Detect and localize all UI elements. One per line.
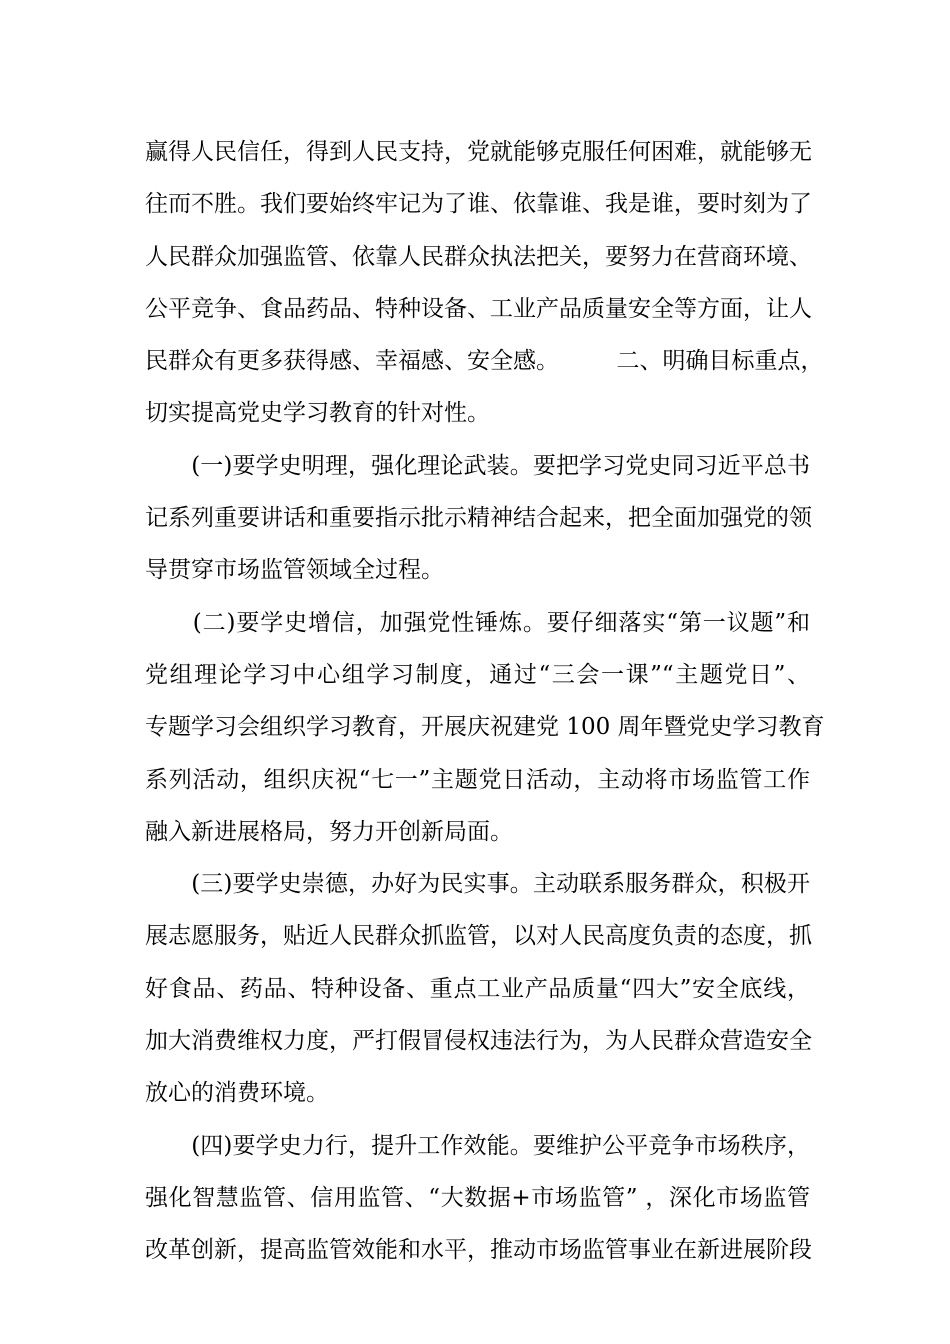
text-line: 改革创新，提高监管效能和水平，推动市场监管事业在新进展阶段	[145, 1237, 812, 1264]
text-line: (二)要学史增信，加强党性锤炼。要仔细落实“第一议题”和	[145, 609, 810, 636]
text-line: 往而不胜。我们要始终牢记为了谁、依靠谁、我是谁，要时刻为了	[145, 191, 812, 218]
text-line: 加大消费维权力度，严打假冒侵权违法行为，为人民群众营造安全	[145, 1028, 812, 1055]
text-line: 系列活动，组织庆祝“七一”主题党日活动，主动将市场监管工作	[145, 766, 810, 793]
body-text	[145, 126, 825, 1277]
text-line: 强化智慧监管、信用监管、“大数据+市场监管” ，深化市场监管	[145, 1184, 810, 1211]
text-line: 赢得人民信任，得到人民支持，党就能够克服任何困难，就能够无	[145, 139, 812, 165]
text-line: 人民群众加强监管、依靠人民群众执法把关，要努力在营商环境、	[145, 243, 812, 270]
text-line: (三)要学史崇德，办好为民实事。主动联系服务群众，积极开	[145, 871, 810, 898]
text-line: 放心的消费环境。	[145, 1080, 329, 1107]
text-line: 公平竞争、食品药品、特种设备、工业产品质量安全等方面，让人	[145, 295, 812, 322]
text-line: (一)要学史明理，强化理论武装。要把学习党史同习近平总书	[145, 452, 810, 479]
text-line: 专题学习会组织学习教育，开展庆祝建党 100 周年暨党史学习教育	[145, 714, 825, 741]
text-line: 记系列重要讲话和重要指示批示精神结合起来，把全面加强党的领	[145, 505, 812, 532]
text-line: 好食品、药品、特种设备、重点工业产品质量“四大”安全底线，	[145, 975, 810, 1002]
text-line: 展志愿服务，贴近人民群众抓监管，以对人民高度负责的态度，抓	[145, 923, 812, 950]
text-line: 民群众有更多获得感、幸福感、安全感。 二、明确目标重点，	[145, 348, 824, 375]
text-line: 切实提高党史学习教育的针对性。	[145, 400, 490, 427]
text-line: (四)要学史力行，提升工作效能。要维护公平竞争市场秩序，	[145, 1132, 810, 1159]
text-line: 导贯穿市场监管领域全过程。	[145, 557, 444, 584]
text-line: 融入新进展格局，努力开创新局面。	[145, 818, 513, 845]
text-line: 党组理论学习中心组学习制度，通过“三会一课”“主题党日”、	[145, 661, 810, 688]
